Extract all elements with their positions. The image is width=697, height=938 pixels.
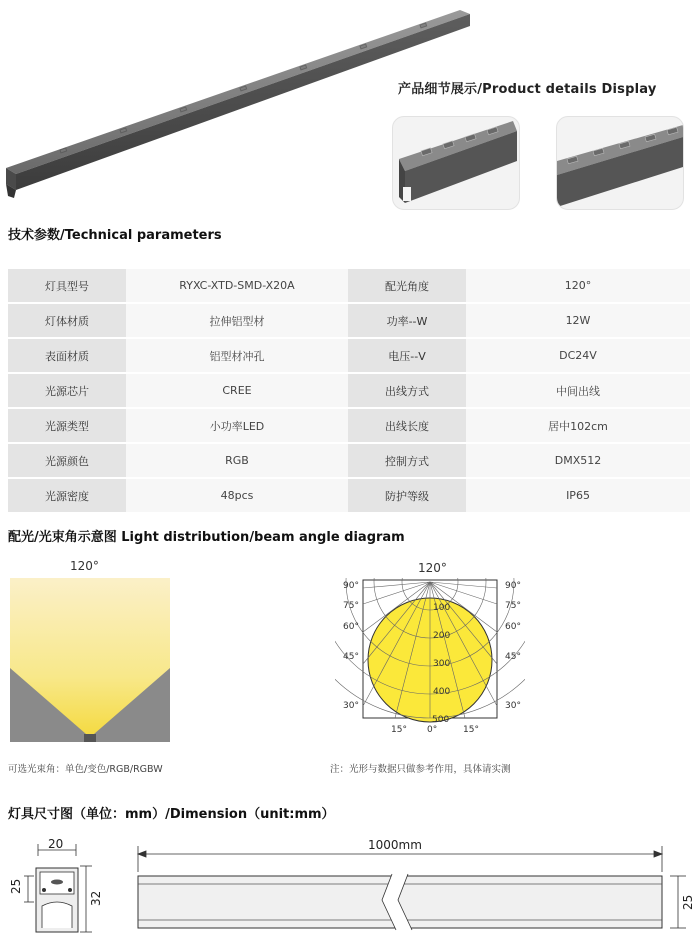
param-key: 防护等级: [348, 479, 466, 512]
polar-radial-label: 500: [432, 715, 450, 725]
cross-section-drawing: [0, 836, 120, 936]
polar-right-angle: 75°: [505, 601, 521, 611]
polar-left-angle: 60°: [343, 622, 359, 632]
param-row: [8, 269, 690, 302]
beam-disclaimer-note: 注：光形与数据只做参考作用，具体请实测: [330, 764, 511, 775]
param-key: 控制方式: [348, 444, 466, 477]
param-key: 电压--V: [348, 339, 466, 372]
dim-width-label: 20: [48, 837, 64, 851]
polar-right-angle: 60°: [505, 622, 521, 632]
product-details-title: 产品细节展示/Product details Display: [398, 82, 657, 97]
beam-angle-label-left: 120°: [70, 559, 99, 573]
param-value: 铝型材冲孔: [126, 339, 348, 372]
param-key: 配光角度: [348, 269, 466, 302]
polar-bottom-angle: 0°: [427, 725, 438, 735]
param-key: 光源密度: [8, 479, 126, 512]
param-key: 灯具型号: [8, 269, 126, 302]
param-value: 12W: [466, 304, 690, 337]
param-key: 功率--W: [348, 304, 466, 337]
param-value: DMX512: [466, 444, 690, 477]
tech-params-table: [8, 267, 690, 514]
param-value: IP65: [466, 479, 690, 512]
polar-right-angle: 90°: [505, 581, 521, 591]
polar-bottom-angle: 15°: [391, 725, 407, 735]
polar-right-angle: 45°: [505, 652, 521, 662]
beam-light-illustration: [10, 578, 170, 742]
param-key: 光源类型: [8, 409, 126, 442]
polar-left-angle: 45°: [343, 652, 359, 662]
polar-radial-label: 200: [433, 631, 451, 641]
product-detail-image-2: [556, 116, 684, 210]
param-row: [8, 304, 690, 337]
dim-height-left-label: 25: [9, 878, 23, 894]
dimension-title: 灯具尺寸图（单位：mm）/Dimension（unit:mm）: [8, 807, 335, 822]
polar-radial-label: 300: [433, 659, 451, 669]
param-row: [8, 409, 690, 442]
polar-light-distribution-chart: [335, 578, 525, 736]
dim-side-height-label: 25: [681, 894, 695, 910]
polar-radial-label: 400: [433, 687, 451, 697]
param-value: DC24V: [466, 339, 690, 372]
param-value: RGB: [126, 444, 348, 477]
param-row: [8, 444, 690, 477]
param-value: CREE: [126, 374, 348, 407]
param-key: 灯体材质: [8, 304, 126, 337]
param-value: 居中102cm: [466, 409, 690, 442]
polar-radial-label: 100: [433, 603, 451, 613]
param-value: RYXC-XTD-SMD-X20A: [126, 269, 348, 302]
beam-options-note: 可选光束角：单色/变色/RGB/RGBW: [8, 764, 163, 775]
param-row: [8, 374, 690, 407]
param-value: 小功率LED: [126, 409, 348, 442]
param-key: 出线长度: [348, 409, 466, 442]
param-value: 48pcs: [126, 479, 348, 512]
product-detail-image-1: [392, 116, 520, 210]
polar-left-angle: 90°: [343, 581, 359, 591]
beam-diagram-title: 配光/光束角示意图 Light distribution/beam angle diagram: [8, 530, 405, 545]
param-value: 拉伸铝型材: [126, 304, 348, 337]
polar-left-angle: 75°: [343, 601, 359, 611]
polar-bottom-angle: 15°: [463, 725, 479, 735]
tech-params-title: 技术参数/Technical parameters: [8, 228, 222, 243]
beam-angle-label-right: 120°: [418, 561, 447, 575]
param-key: 光源颜色: [8, 444, 126, 477]
param-row: [8, 479, 690, 512]
dim-height-right-label: 32: [89, 890, 103, 906]
param-key: 出线方式: [348, 374, 466, 407]
param-key: 光源芯片: [8, 374, 126, 407]
param-value: 中间出线: [466, 374, 690, 407]
polar-left-angle: 30°: [343, 701, 359, 711]
param-value: 120°: [466, 269, 690, 302]
param-row: [8, 339, 690, 372]
polar-right-angle: 30°: [505, 701, 521, 711]
param-key: 表面材质: [8, 339, 126, 372]
dim-length-label: 1000mm: [368, 838, 422, 852]
length-dimension-drawing: [130, 836, 697, 936]
